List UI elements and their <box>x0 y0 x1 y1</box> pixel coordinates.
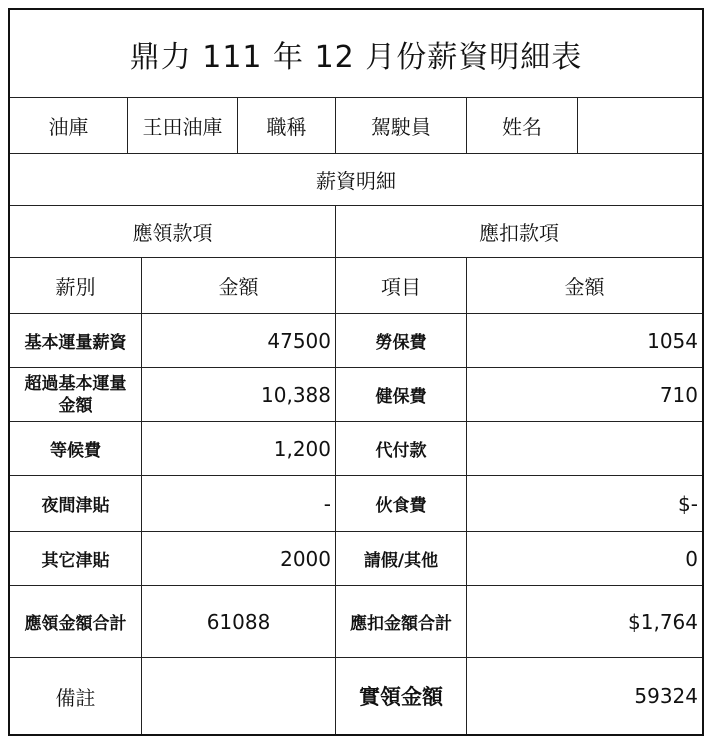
earn-total-value: 61088 <box>142 586 336 658</box>
earn-label-excess-volume-line2: 金額 <box>58 395 93 416</box>
earn-label-excess-volume-line1: 超過基本運量 <box>24 373 127 394</box>
position-value: 駕駛員 <box>336 98 467 154</box>
col-earn-type: 薪別 <box>10 258 142 314</box>
position-label: 職稱 <box>238 98 336 154</box>
deduct-value-advance-payment <box>467 422 702 476</box>
deductions-header: 應扣款項 <box>336 206 702 258</box>
name-value <box>578 98 702 154</box>
deduct-label-health-insurance: 健保費 <box>336 368 467 422</box>
earn-label-base-pay: 基本運量薪資 <box>10 314 142 368</box>
net-pay-label: 實領金額 <box>336 658 467 734</box>
section-title: 薪資明細 <box>10 154 702 206</box>
earn-value-excess-volume: 10,388 <box>142 368 336 422</box>
earn-value-other-allowance: 2000 <box>142 532 336 586</box>
earn-value-night-allowance: - <box>142 476 336 532</box>
earn-label-excess-volume <box>10 368 142 422</box>
net-pay-value: 59324 <box>634 684 698 708</box>
deduct-label-labor-insurance: 勞保費 <box>336 314 467 368</box>
name-label: 姓名 <box>467 98 578 154</box>
col-deduct-amount: 金額 <box>467 258 702 314</box>
deduct-label-advance-payment: 代付款 <box>336 422 467 476</box>
earn-value-base-pay: 47500 <box>142 314 336 368</box>
payslip-title: 鼎力 111 年 12 月份薪資明細表 <box>10 10 702 98</box>
earnings-header: 應領款項 <box>10 206 336 258</box>
deduct-total-label: 應扣金額合計 <box>336 586 467 658</box>
col-deduct-item: 項目 <box>336 258 467 314</box>
depot-label: 油庫 <box>10 98 128 154</box>
remarks-value <box>142 658 336 734</box>
earn-total-label: 應領金額合計 <box>10 586 142 658</box>
col-earn-amount: 金額 <box>142 258 336 314</box>
deduct-label-leave-other: 請假/其他 <box>336 532 467 586</box>
payslip-table <box>8 8 704 736</box>
earn-label-other-allowance: 其它津貼 <box>10 532 142 586</box>
depot-value: 王田油庫 <box>128 98 238 154</box>
deduct-value-meal-fee: $- <box>467 476 702 532</box>
deduct-label-meal-fee: 伙食費 <box>336 476 467 532</box>
deduct-value-health-insurance: 710 <box>467 368 702 422</box>
deduct-value-labor-insurance: 1054 <box>467 314 702 368</box>
deduct-total-value: $1,764 <box>467 586 702 658</box>
earn-label-waiting-fee: 等候費 <box>10 422 142 476</box>
earn-value-waiting-fee: 1,200 <box>142 422 336 476</box>
deduct-value-leave-other: 0 <box>467 532 702 586</box>
earn-label-night-allowance: 夜間津貼 <box>10 476 142 532</box>
remarks-label: 備註 <box>10 658 142 734</box>
